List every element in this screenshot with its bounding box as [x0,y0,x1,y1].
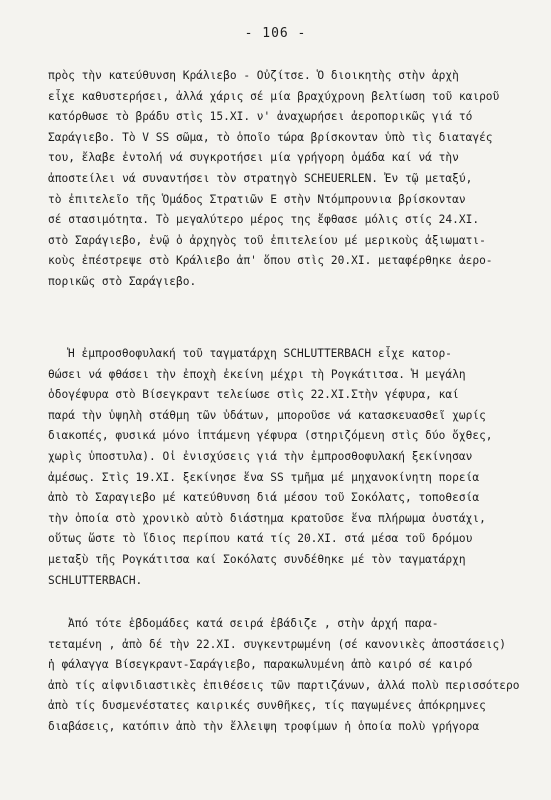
text-line: κατόρθωσε τὸ βράδυ στὶς 15.ΧΙ. ν' ἀναχωρήσει ἀεροπορικῶς γιά τό [48,110,473,124]
text-line: κοὺς ἐπέστρεψε στὸ Κράλιεβο ἀπ' ὅπου στὶς 20.ΧΙ. μεταφέρθηκε ἀερο- [48,254,493,268]
text-line: σέ στασιμότητα. Τὸ μεγαλύτερο μέρος της ἔφθασε μόλις στίς 24.ΧΙ. [48,213,480,227]
text-line: διακοπές, φυσικά μόνο ἱπτάμενη γέφυρα (στηριζόμενη στὶς δύο ὄχθες, [48,429,493,443]
text-line: τὴν ὁποία στὸ χρονικὸ αὐτὸ διάστημα κρατοῦσε ἕνα πλήρωμα ὀυστάχι, [48,511,486,525]
text-line: Σαράγιεβο. Τὸ V SS σῶμα, τὸ ὁποῖο τώρα βρίσκονταν ὑπὸ τὶς διαταγές [48,130,493,144]
text-line: ἀπὸ τίς αἰφνιδιαστικὲς ἐπιθέσεις τῶν παρτιζάνων, ἀλλά πολὺ περισσότερο [48,678,520,692]
text-line: ἀποστείλει νά συναντήσει τὸν στρατηγὸ SCHEUERLEN. Ἐν τῷ μεταξύ, [48,171,473,185]
text-line: ἀπὸ τὸ Σαραγιεβο μέ κατεύθυνση διά μέσου τοῦ Σοκόλατς, τοποθεσία [48,491,480,505]
text-line: πορικῶς στὸ Σαράγιεβο. [48,274,197,288]
text-line: χωρὶς ὑποστυλα). Οἱ ἐνισχύσεις γιά τὴν ἐμπροσθοφυλακή ξεκίνησαν [48,449,473,463]
text-line: θώσει νά φθάσει τὴν ἐποχὴ ἐκείνη μέχρι τὴ Ρογκάτιτσα. Ἡ μεγάλη [48,367,466,381]
text-line: του, ἔλαβε ἐντολή νά συγκροτήσει μία γρήγορη ὁμάδα καί νά τὴν [48,151,459,165]
text-line: ἀμέσως. Στὶς 19.ΧΙ. ξεκίνησε ἕνα SS τμῆμα μέ μηχανοκίνητη πορεία [48,470,480,484]
text-line: στὸ Σαράγιεβο, ἐνῷ ὁ ἀρχηγὸς τοῦ ἐπιτελείου μέ μερικοὺς ἀξιωματι- [48,233,486,247]
text-line: ἡ φάλαγγα Βίσεγκραντ-Σαράγιεβο, παρακωλυμένη ἀπὸ καιρό σέ καιρό [48,658,473,672]
page-number: - 106 - [244,26,307,41]
text-line: πρὸς τὴν κατεύθυνση Κράλιεβο - Οὐζίτσε. Ὁ διοικητὴς στὴν ἀρχὴ [48,69,459,82]
text-line: Ἡ ἐμπροσθοφυλακή τοῦ ταγματάρχη SCHLUTTERBACH εἶχε κατορ- [68,347,452,360]
text-line: τὸ ἐπιτελεῖο τῆς Ὁμάδος Στρατιῶν Ε στὴν Ντόμπρουνια βρίσκονταν [48,192,466,206]
text-line: μεταξὺ τῆς Ρογκάτιτσα καί Σοκόλατς συνδέθηκε μέ τὸν ταγματάρχη [48,552,466,566]
paragraph-3 [48,614,528,738]
text-line: παρά τὴν ὑψηλὴ στάθμη τῶν ὑδάτων, μποροῦσε νά κατασκευασθεῖ χωρίς [48,408,486,422]
text-line: ἀπὸ τίς δυσμενέστατες καιρικές συνθῆκες, τίς παγωμένες ἀπόκρημνες [48,699,486,713]
paragraph-2 [48,344,528,591]
text-line: Ἀπό τότε ἑβδομάδες κατά σειρά ἐβάδιζε , στὴν ἀρχή παρα- [68,617,439,630]
text-line: ὁδογέφυρα στὸ Βίσεγκραντ τελείωσε στὶς 22.ΧΙ.Στὴν γέφυρα, καί [48,388,459,402]
paragraph-1 [48,66,528,293]
text-line: SCHLUTTERBACH. [48,573,143,587]
text-line: εἶχε καθυστερήσει, ἀλλά χάρις σέ μία βραχύχρονη βελτίωση τοῦ καιροῦ [48,89,500,103]
text-line: διαβάσεις, κατόπιν ἀπὸ τὴν ἔλλειψη τροφίμων ἡ ὁποία πολὺ γρήγορα [48,719,480,733]
text-line: τεταμένη , ἀπὸ δέ τὴν 22.ΧΙ. συγκεντρωμένη (σέ κανονικὲς ἀποστάσεις) [48,637,507,651]
text-line: οὕτως ὥστε τὸ ἴδιος περίπου κατά τίς 20.ΧΙ. στά μέσα τοῦ δρόμου [48,532,473,546]
